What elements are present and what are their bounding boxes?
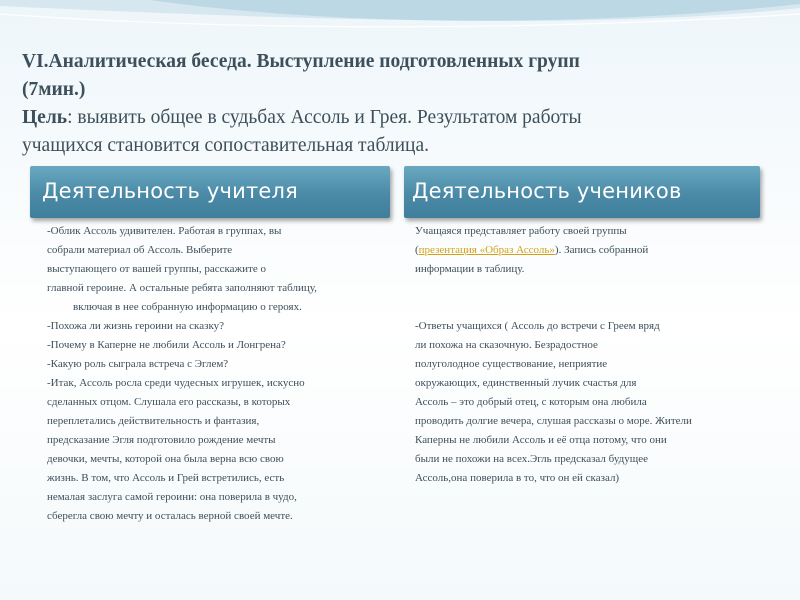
students-activity-label: Деятельность учеников (412, 179, 682, 203)
answers-line: проводить долгие вечера, слушая рассказы о море. Жители (415, 415, 692, 427)
teacher-line: главной героине. А остальные ребята заполняют таблицу, (47, 282, 317, 294)
goal-text: : выявить общее в судьбах Ассоль и Грея. Результатом работы (67, 107, 582, 128)
teacher-line: выступающего от вашей группы, расскажите о (47, 263, 266, 275)
students-line: информации в таблицу. (415, 263, 525, 275)
decorative-swoosh (0, 0, 800, 40)
teacher-line: -Итак, Ассоль росла среди чудесных игрушек, искусно (47, 377, 305, 389)
goal-label: Цель (22, 107, 68, 128)
answers-line: были не похожи на всех.Эгль предсказал будущее (415, 453, 648, 465)
answers-line: Ассоль,она поверила в то, что он ей сказал) (415, 472, 620, 484)
students-line: Учащаяся представляет работу своей группы (415, 225, 627, 237)
teacher-line: девочки, мечты, которой она была верна всю свою (47, 453, 284, 465)
answers-line: Ассоль – это добрый отец, с которым она любила (415, 396, 647, 408)
teacher-activity-label: Деятельность учителя (42, 179, 299, 203)
teacher-line: предсказание Эгля подготовило рождение мечты (47, 434, 276, 446)
teacher-line: включая в нее собранную информацию о героях. (73, 301, 302, 313)
teacher-line: -Какую роль сыграла встреча с Эглем? (47, 358, 229, 370)
presentation-link[interactable]: презентация «Образ Ассоль» (418, 244, 555, 256)
teacher-line: сделанных отцом. Слушала его рассказы, в которых (47, 396, 291, 408)
answers-line: ли похожа на сказочную. Безрадостное (415, 339, 598, 351)
goal-line (22, 104, 762, 132)
teacher-activity-header (30, 166, 390, 218)
answers-line: полуголодное существование, неприятие (415, 358, 608, 370)
teacher-line: -Похожа ли жизнь героини на сказку? (47, 320, 225, 332)
open-paren: ( (415, 244, 419, 256)
teacher-line: -Почему в Каперне не любили Ассоль и Лонгрена? (47, 339, 286, 351)
answers-line: окружающих, единственный лучик счастья для (415, 377, 637, 389)
students-activity-column (415, 222, 765, 488)
teacher-line: переплетались действительность и фантазия, (47, 415, 260, 427)
students-activity-header (404, 166, 760, 218)
slide-title (22, 48, 762, 160)
title-line-2: (7мин.) (22, 79, 86, 100)
teacher-line: немалая заслуга самой героини: она поверила в чудо, (47, 491, 297, 503)
title-line-1: VI.Аналитическая беседа. Выступление подготовленных групп (22, 51, 580, 72)
students-line (415, 241, 765, 260)
teacher-line: -Облик Ассоль удивителен. Работая в группах, вы (47, 225, 282, 237)
teacher-activity-column (47, 222, 377, 526)
answers-line: Каперны не любили Ассоль и её отца потому, что они (415, 434, 667, 446)
title-line-4: учащихся становится сопоставительная таблица. (22, 135, 430, 156)
teacher-line: сберегла свою мечту и осталась верной своей мечте. (47, 510, 293, 522)
teacher-line: собрали материал об Ассоль. Выберите (47, 244, 233, 256)
spacer (415, 298, 765, 317)
teacher-line: жизнь. В том, что Ассоль и Грей встретились, есть (47, 472, 285, 484)
after-link-text: ). Запись собранной (554, 244, 649, 256)
spacer (415, 279, 765, 298)
answers-line: -Ответы учащихся ( Ассоль до встречи с Греем вряд (415, 320, 660, 332)
